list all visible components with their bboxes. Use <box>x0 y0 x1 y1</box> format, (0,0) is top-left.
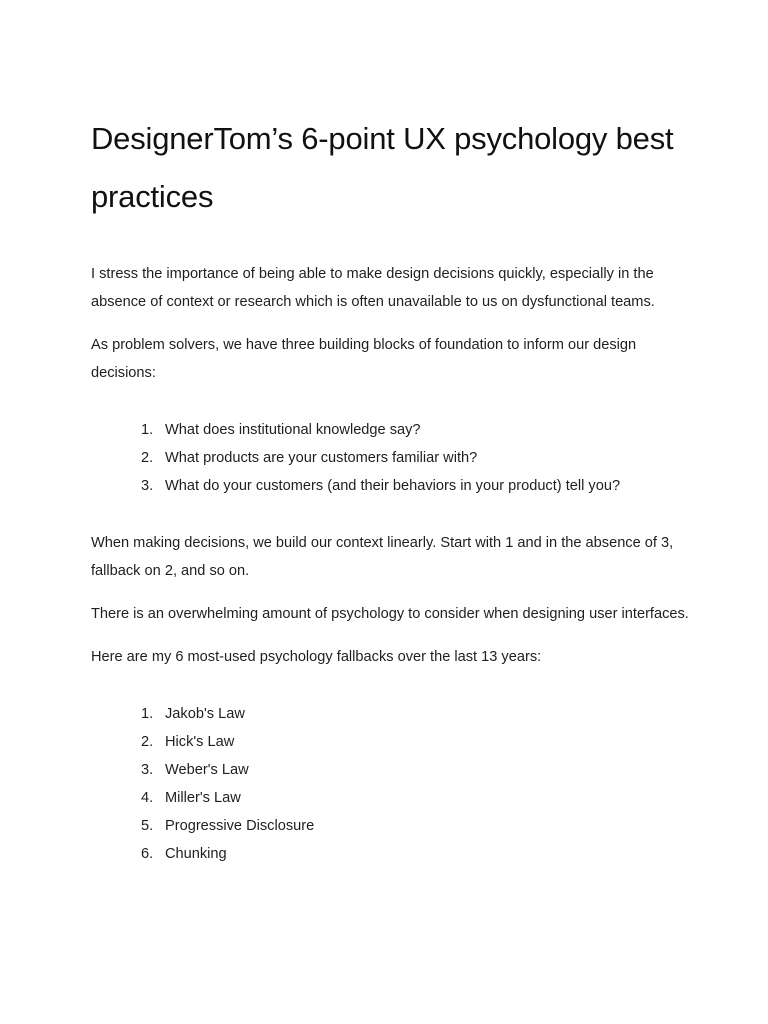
list-item <box>91 444 691 472</box>
list-item <box>91 840 691 868</box>
list-item <box>91 472 691 500</box>
list-item-text: Hick's Law <box>165 734 235 750</box>
list-item <box>91 700 691 728</box>
list-item-number: 1. <box>141 706 154 722</box>
list-item-text: Jakob's Law <box>165 706 245 722</box>
list-item-text: What do your customers (and their behaviors in your product) tell you? <box>165 478 621 494</box>
list-item <box>91 416 691 444</box>
list-item <box>91 784 691 812</box>
building-blocks-list <box>91 416 691 500</box>
list-item-text: Progressive Disclosure <box>165 818 315 834</box>
paragraph-psychology: There is an overwhelming amount of psychology to consider when designing user interfaces. <box>91 606 689 622</box>
list-item-number: 4. <box>141 790 154 806</box>
list-item-text: Chunking <box>165 846 227 862</box>
list-item-number: 3. <box>141 478 154 494</box>
list-item-number: 6. <box>141 846 154 862</box>
document-page <box>91 110 691 868</box>
list-item-number: 2. <box>141 450 154 466</box>
list-item-text: Weber's Law <box>165 762 249 778</box>
list-item-text: What does institutional knowledge say? <box>165 422 421 438</box>
list-item-number: 3. <box>141 762 154 778</box>
list-item <box>91 756 691 784</box>
paragraph-building-blocks: As problem solvers, we have three building blocks of foundation to inform our design decisions: <box>91 337 637 381</box>
paragraph-linear-context: When making decisions, we build our context linearly. Start with 1 and in the absence of 3, fallback on 2, and so on. <box>91 535 674 579</box>
paragraph-fallbacks-intro: Here are my 6 most-used psychology fallbacks over the last 13 years: <box>91 649 542 665</box>
document-title: DesignerTom’s 6-point UX psychology best practices <box>91 121 674 214</box>
list-item <box>91 812 691 840</box>
list-item-number: 1. <box>141 422 154 438</box>
list-item <box>91 728 691 756</box>
list-item-text: Miller's Law <box>165 790 241 806</box>
paragraph-intro: I stress the importance of being able to make design decisions quickly, especially in the absence of context or research which is often unavailable to us on dysfunctional teams. <box>91 266 655 310</box>
list-item-number: 5. <box>141 818 154 834</box>
list-item-text: What products are your customers familiar with? <box>165 450 478 466</box>
list-item-number: 2. <box>141 734 154 750</box>
fallbacks-list <box>91 700 691 868</box>
